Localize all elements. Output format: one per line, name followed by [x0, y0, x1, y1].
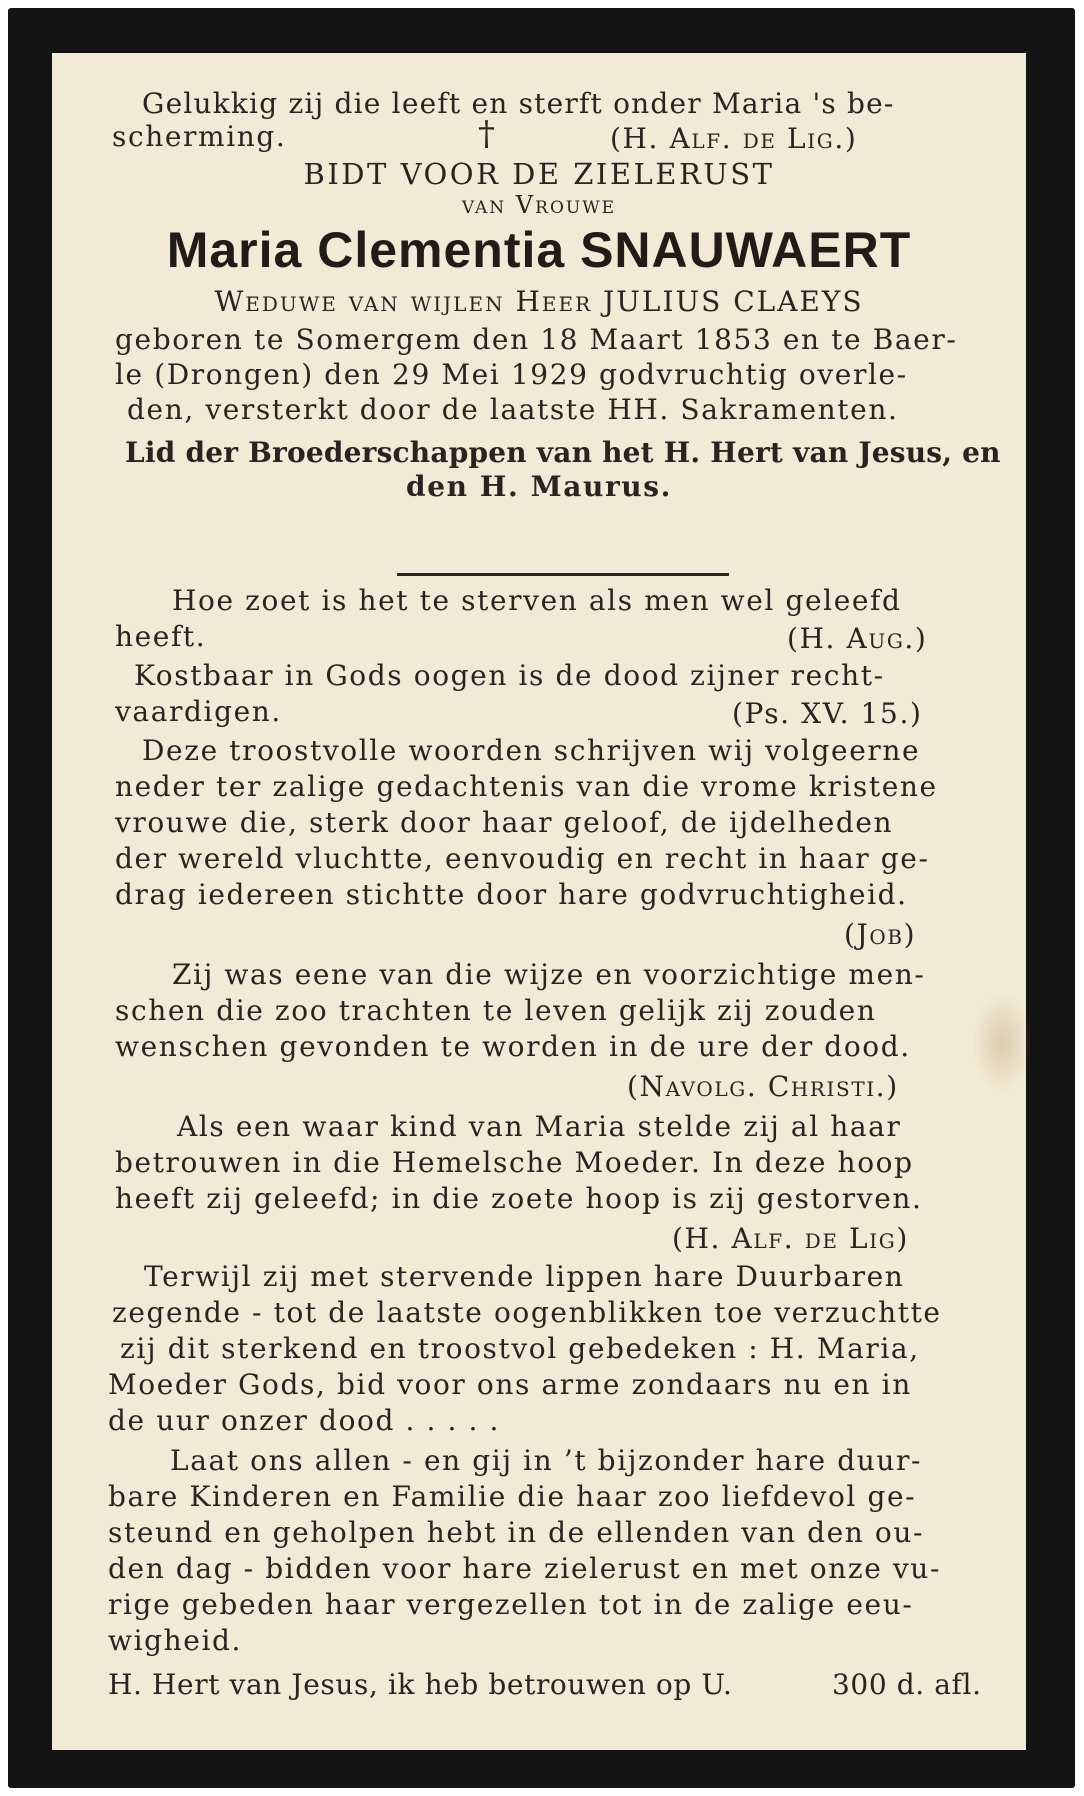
p4-attribution: (Navolg. Christi.)	[627, 1070, 899, 1103]
p4-line-3: wenschen gevonden te worden in de ure der dood.	[115, 1030, 911, 1063]
p2-attribution: (Ps. XV. 15.)	[732, 697, 923, 730]
p3-line-1: Deze troostvolle woorden schrijven wij volgeerne	[142, 734, 921, 767]
p5-line-3: heeft zij geleefd; in die zoete hoop is zij gestorven.	[115, 1182, 923, 1215]
p3-line-3: vrouwe die, sterk door haar geloof, de ijdelheden	[115, 806, 894, 839]
p3-line-2: neder ter zalige gedachtenis van die vrome kristene	[115, 770, 938, 803]
p6-line-5: de uur onzer dood . . . . .	[108, 1404, 501, 1437]
deceased-name: Maria Clementia SNAUWAERT	[166, 222, 912, 278]
p5-attribution: (H. Alf. de Lig)	[672, 1222, 909, 1255]
p1-line-2: heeft.	[115, 620, 207, 653]
prayer-subheading: van Vrouwe	[461, 191, 617, 219]
p7-line-6: wigheid.	[108, 1624, 243, 1657]
prayer-heading: BIDT VOOR DE ZIELERUST	[303, 157, 775, 191]
quote1-line2: scherming.	[112, 120, 287, 153]
p4-line-2: schen die zoo trachten te leven gelijk zij zouden	[115, 994, 877, 1027]
p3-line-5: drag iedereen stichtte door hare godvruchtigheid.	[115, 878, 908, 911]
p7-line-3: steund en geholpen hebt in de ellenden van den ou-	[108, 1516, 925, 1549]
p6-line-3: zij dit sterkend en troostvol gebedeken : H. Maria,	[120, 1332, 920, 1365]
p5-line-1: Als een waar kind van Maria stelde zij al haar	[177, 1110, 902, 1143]
quote1-attribution: (H. Alf. de Lig.)	[610, 122, 858, 155]
p7-line-4: den dag - bidden voor hare zielerust en met onze vu-	[108, 1552, 942, 1585]
quote1-line1: Gelukkig zij die leeft en sterft onder Maria 's be-	[142, 87, 895, 120]
bio-line-3: den, versterkt door de laatste HH. Sakramenten.	[127, 393, 899, 426]
p7-line-5: rige gebeden haar vergezellen tot in de zalige eeu-	[108, 1588, 914, 1621]
p4-line-1: Zij was eene van die wijze en voorzichtige men-	[172, 958, 926, 991]
paper-stain	[972, 993, 1032, 1093]
mourning-card	[8, 8, 1075, 1788]
closing-prayer: H. Hert van Jesus, ik heb betrouwen op U.	[108, 1668, 733, 1701]
p1-attribution: (H. Aug.)	[787, 622, 928, 655]
divider-rule	[397, 573, 729, 576]
p6-line-1: Terwijl zij met stervende lippen hare Duurbaren	[144, 1260, 905, 1293]
bio-line-2: le (Drongen) den 29 Mei 1929 godvruchtig overle-	[115, 358, 908, 391]
bio-line-1: geboren te Somergem den 18 Maart 1853 en te Baer-	[115, 323, 958, 356]
p7-line-2: bare Kinderen en Familie die haar zoo liefdevol ge-	[108, 1480, 917, 1513]
p2-line-2: vaardigen.	[115, 695, 282, 728]
card-paper	[52, 53, 1026, 1750]
spouse-line: Weduwe van wijlen Heer JULIUS CLAEYS	[214, 285, 864, 318]
p3-attribution: (Job)	[844, 918, 917, 951]
p5-line-2: betrouwen in die Hemelsche Moeder. In deze hoop	[115, 1146, 914, 1179]
indulgence-note: 300 d. afl.	[832, 1668, 982, 1701]
cross-icon: †	[478, 114, 495, 154]
p1-line-1: Hoe zoet is het te sterven als men wel geleefd	[172, 584, 902, 617]
brotherhood-line-2: den H. Maurus.	[406, 470, 672, 503]
brotherhood-line-1: Lid der Broederschappen van het H. Hert van Jesus, en	[125, 436, 1001, 469]
p3-line-4: der wereld vluchtte, eenvoudig en recht in haar ge-	[115, 842, 930, 875]
p7-line-1: Laat ons allen - en gij in ’t bijzonder hare duur-	[170, 1444, 923, 1477]
p2-line-1: Kostbaar in Gods oogen is de dood zijner recht-	[134, 659, 885, 692]
p6-line-2: zegende - tot de laatste oogenblikken toe verzuchtte	[112, 1296, 942, 1329]
p6-line-4: Moeder Gods, bid voor ons arme zondaars nu en in	[108, 1368, 912, 1401]
